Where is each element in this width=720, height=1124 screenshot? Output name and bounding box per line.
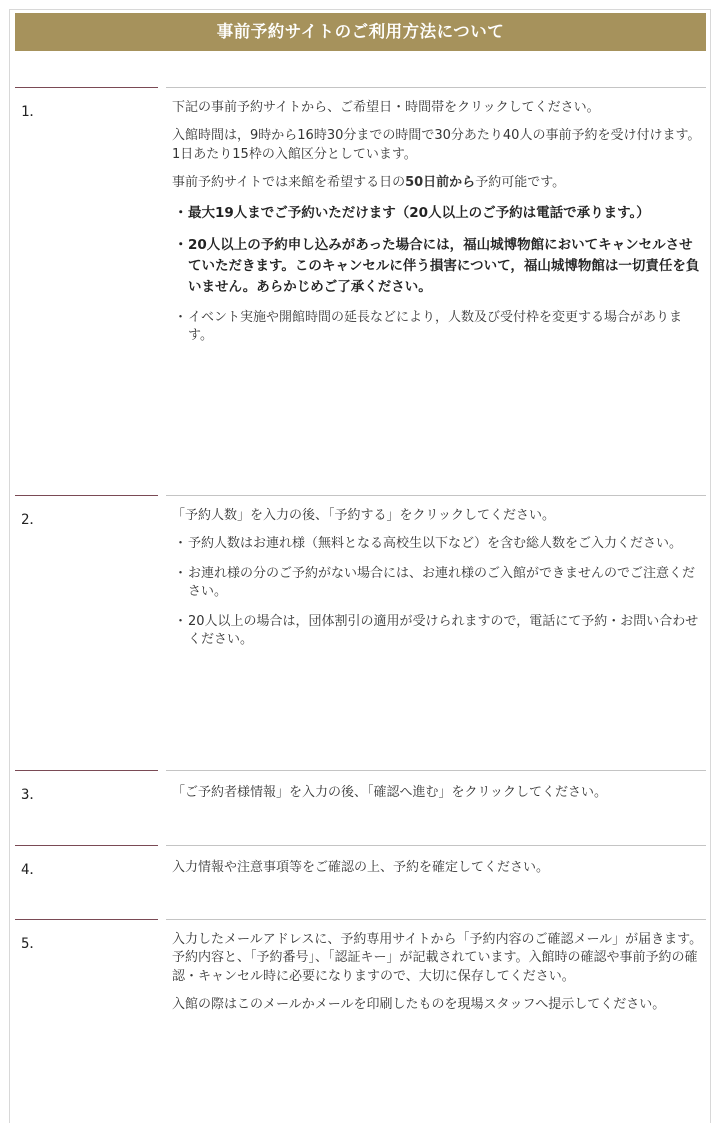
list-item bbox=[172, 565, 706, 602]
list-item bbox=[172, 535, 706, 553]
step-body-divider bbox=[166, 845, 706, 846]
step-number-divider bbox=[15, 845, 158, 846]
step-content bbox=[172, 99, 706, 356]
step-content bbox=[172, 507, 706, 661]
list-item-text: お連れ様の分のご予約がない場合には、お連れ様のご入館ができませんのでご注意ください。 bbox=[188, 565, 696, 600]
bullet-icon: ・ bbox=[174, 204, 188, 221]
bullet-icon: ・ bbox=[174, 236, 188, 253]
step-number-divider bbox=[15, 87, 158, 88]
step-number-divider bbox=[15, 770, 158, 771]
bullet-icon: ・ bbox=[174, 536, 188, 552]
page-title: 事前予約サイトのご利用方法について bbox=[15, 13, 706, 51]
step-body-divider bbox=[166, 919, 706, 920]
list-item bbox=[172, 613, 706, 650]
step-body-divider bbox=[166, 495, 706, 496]
text-segment: 事前予約サイトでは来館を希望する日の bbox=[172, 175, 406, 191]
step-content bbox=[172, 859, 706, 887]
step-paragraph: 入館時間は，9時から16時30分までの時間で30分あたり40人の事前予約を受け付けます。1日あたり15枠の入館区分としています。 bbox=[172, 128, 701, 162]
step-body-divider bbox=[166, 87, 706, 88]
step-number: 5． bbox=[21, 936, 44, 952]
step-number: 2． bbox=[21, 512, 44, 528]
list-item-text: 最大19人までご予約いただけます（20人以上のご予約は電話で承ります。） bbox=[188, 204, 650, 221]
list-item-text: 20人以上の予約申し込みがあった場合には，福山城博物館においてキャンセルさせていただきます。このキャンセルに伴う損害について，福山城博物館は一切責任を負いません。あらかじめご了承ください。 bbox=[188, 236, 700, 295]
step-body-divider bbox=[166, 770, 706, 771]
notes-list bbox=[172, 535, 706, 649]
text-segment: 予約可能です。 bbox=[475, 175, 566, 191]
step-number-divider bbox=[15, 495, 158, 496]
bullet-icon: ・ bbox=[174, 613, 188, 629]
step-number: 1． bbox=[21, 104, 44, 120]
step-paragraph: 入力情報や注意事項等をご確認の上、予約を確定してください。 bbox=[172, 860, 550, 875]
step-paragraph: 下記の事前予約サイトから、ご希望日・時間帯をクリックしてください。 bbox=[172, 100, 600, 115]
step-content bbox=[172, 784, 706, 812]
list-item-text: イベント実施や開館時間の延長などにより，人数及び受付枠を変更する場合があります。 bbox=[188, 309, 683, 343]
notes-list bbox=[172, 203, 706, 346]
bullet-icon: ・ bbox=[174, 309, 188, 325]
step-paragraph-advance-window bbox=[172, 174, 706, 192]
step-content bbox=[172, 931, 706, 1025]
step-number-divider bbox=[15, 919, 158, 920]
advance-days-emphasis: 50日前から bbox=[405, 175, 476, 191]
list-item bbox=[172, 235, 706, 298]
step-number: 3． bbox=[21, 787, 44, 803]
step-paragraph: 入力したメールアドレスに、予約専用サイトから「予約内容のご確認メール」が届きます。予約内容と、「予約番号」、「認証キー」が記載されています。入館時の確認や事前予約の確認・キャンセル時に必要になりますので、大切に保存してください。 bbox=[172, 932, 703, 984]
list-item bbox=[172, 203, 706, 224]
step-paragraph: 「ご予約者様情報」を入力の後、「確認へ進む」をクリックしてください。 bbox=[172, 785, 607, 800]
bullet-icon: ・ bbox=[174, 565, 188, 581]
step-paragraph: 入館の際はこのメールかメールを印刷したものを現場スタッフへ提示してください。 bbox=[172, 997, 666, 1013]
list-item bbox=[172, 309, 706, 346]
list-item-text: 予約人数はお連れ様（無料となる高校生以下など）を含む総人数をご入力ください。 bbox=[188, 536, 683, 552]
step-number: 4． bbox=[21, 862, 44, 878]
step-paragraph: 「予約人数」を入力の後、「予約する」をクリックしてください。 bbox=[172, 508, 555, 523]
list-item-text: 20人以上の場合は，団体割引の適用が受けられますので，電話にて予約・お問い合わせください。 bbox=[188, 613, 699, 648]
